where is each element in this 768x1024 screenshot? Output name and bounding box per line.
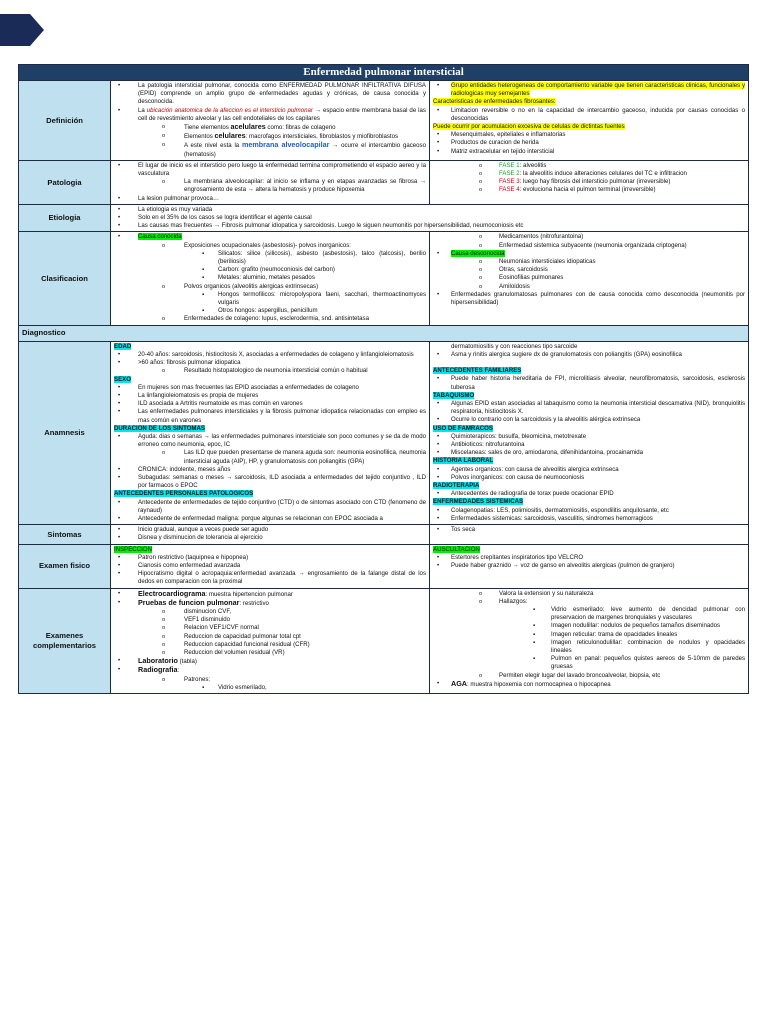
list-item: ▪ Metales: aluminio, metales pesados bbox=[114, 274, 426, 282]
patologia-left bbox=[111, 160, 430, 204]
summary-table bbox=[18, 64, 749, 694]
list-item: o Relacion VEF1/CVF normal bbox=[114, 624, 426, 632]
list-item: ▪ Pulmon en panal: pequeños quistes aereos de 5-10mm de paredes gruesas bbox=[433, 655, 745, 671]
list-item: o Neumonias intersticiales idiopaticas bbox=[433, 258, 745, 266]
list-item: • Productos de curacion de herida bbox=[433, 139, 745, 147]
list-item: o Reduccion del volumen residual (VR) bbox=[114, 649, 426, 657]
list-item: • ILD asociada a Artritis reumatoide es mas común en varones bbox=[114, 400, 426, 408]
list-item: • Electrocardiograma: muestra hipertencion pulmonar bbox=[114, 590, 426, 599]
list-item: • Polvos inorganicos: con causa de neumoconiosis bbox=[433, 474, 745, 482]
list-item: • La linfangioleiomatosis es propia de mujeres bbox=[114, 392, 426, 400]
section-heading: HISTORIA LABORAL bbox=[433, 457, 494, 465]
list-item: ▪ Carbon: grafito (neumoconiosis del carbon) bbox=[114, 266, 426, 274]
corner-tab-shape bbox=[0, 14, 44, 46]
spacer bbox=[433, 359, 745, 367]
list-item: o Reduccion de capacidad pulmonar total cpt bbox=[114, 633, 426, 641]
list-item: • La patologia intersticial pulmonar, conocida como ENFERMEDAD PULMONAR INFILTRATIVA DIFUSA (EPID) comprende un amplio grupo de enfermedades agudas y crónicas, de causa conocida y desconocida. bbox=[114, 82, 426, 107]
list-item: ▪ Vidrio esmerilado: leve aumento de dencidad pulmonar con preservacion de margenes bronquiales y vasculares bbox=[433, 606, 745, 622]
list-item: • Algunas EPID estan asociadas al tabaquismo como la neumonia intersticial descamativa (NID), bronquiolitis respiratoria, histiocitosis X. bbox=[433, 400, 745, 416]
list-item: • El lugar de inicio es el intersticio pero luego la enfermedad termina comprometiendo el espacio aereo y la vasculatura bbox=[114, 162, 426, 178]
list-item: • Aguda: dias o semanas → las enfermedades pulmonares intersticiale son poco comunes y se da de modo erroneo como neumonia, epoc, IC bbox=[114, 433, 426, 449]
row-examenes-complementarios bbox=[19, 588, 749, 693]
list-item: • Ocurre lo contrario con la sarcoidosis y la alveolitis alérgica extrinseca bbox=[433, 416, 745, 424]
label-sintomas: Sintomas bbox=[19, 525, 111, 544]
list-item: o Enfermedad sistemica subyacente (neumonia organizada criptogena) bbox=[433, 242, 745, 250]
list-item: o Reduccion capacidad funcional residual (CFR) bbox=[114, 641, 426, 649]
patologia-right bbox=[430, 160, 749, 204]
list-item: • 20-40 años: sarcoidosis, histiocitosis X, asociadas a enfermedades de colageno y linfangioleiomatosis bbox=[114, 351, 426, 359]
row-diagnostico bbox=[19, 325, 749, 341]
list-item: o Elementos celulares: macrofagos intersticiales, fibroblastos y miofibroblastos bbox=[114, 132, 426, 141]
section-heading: SEXO bbox=[114, 375, 131, 383]
label-examen-fisico: Examen fisico bbox=[19, 544, 111, 588]
section-heading: USO DE FAMRACOS bbox=[433, 424, 493, 432]
list-item: • Grupo entidades heterogeneas de comportamiento variable que tienen caracteristicas clinicas, funcionales y radiologicas muy semejantes bbox=[433, 82, 745, 98]
list-item: • La ubicación anatomica de la afeccion es el intersticio pulmonar → espacio entre membrana basal de las cell de revestimiento alveolar y las cell endoteliales de los capilares bbox=[114, 107, 426, 123]
list-item: o VEF1 disminuido bbox=[114, 616, 426, 624]
examenes-left bbox=[111, 588, 430, 693]
list-item: • Enfermedades granulomatosas pulmonares con de causa conocida como desconocida (neumonitis por hipersensibilidad) bbox=[433, 291, 745, 307]
list-item: • Disnea y disminucion de tolerancia al ejercicio bbox=[114, 534, 426, 542]
section-heading: TABAQUISMO bbox=[433, 391, 475, 399]
section-heading: INSPECCION bbox=[114, 545, 152, 553]
list-item: o Amiloidosis bbox=[433, 283, 745, 291]
list-item: ▪ Otros hongos: aspergillus, penicillum bbox=[114, 307, 426, 315]
list-item: • Tos seca bbox=[433, 526, 745, 534]
list-item: ▪ Vidrio esmerilado, bbox=[114, 684, 426, 692]
section-heading: RADIOTERAPIA bbox=[433, 481, 480, 489]
list-item: • Antecedentes de radiografia de torax puede ocacionar EPID bbox=[433, 490, 745, 498]
list-item: o Medicamentos (nitrofurantoina) bbox=[433, 233, 745, 241]
list-item: o Enfermedades de colageno: lupus, esclerodermia, snd. antisintetasa bbox=[114, 315, 426, 323]
highlight-heading: Puede ocurrir por acumulacion excesiva de celulas de dictintas fuentes bbox=[433, 123, 625, 131]
list-item: o disminucion CVF, bbox=[114, 608, 426, 616]
label-etiologia: Etiologia bbox=[19, 204, 111, 232]
label-definicion: Definición bbox=[19, 81, 111, 161]
section-heading: ANTECEDENTES FAMILIARES bbox=[433, 367, 522, 375]
list-item: • Enfermedades sistemicas: sarcoidosis, vasculitis, sindromes hemorragicos bbox=[433, 515, 745, 523]
list-item: • >60 años: fibrosis pulmonar idiopatica bbox=[114, 359, 426, 367]
list-item: o FASE 4: evoluciona hacia el pulmon terminal (irreversible) bbox=[433, 186, 745, 194]
list-item: o Exposiciones ocupacionales (asbestosis)- polvos inorganicos: bbox=[114, 242, 426, 250]
label-anamnesis: Anamnesis bbox=[19, 341, 111, 524]
list-item: • Hipocratismo digital o acropaquia:enfermedad avanzada → engrosamiento de la falange distal de los dedos en comparacion con la proximal bbox=[114, 570, 426, 586]
list-item: • Antecedente de enfermedad maligna: porque algunas se relacionan con EPOC asociada a bbox=[114, 515, 426, 523]
list-item: ▪ Imagen nodulillar: nodulos de pequeños tamaños diseminados bbox=[433, 622, 745, 630]
list-item: o Otras, sarcoidosis bbox=[433, 266, 745, 274]
list-item: o FASE 2: la alveolitis induce alteraciones celulares del TC e infiltracion bbox=[433, 170, 745, 178]
list-item: • Causa desconocida bbox=[433, 250, 745, 258]
section-heading: DURACION DE LOS SINTOMAS bbox=[114, 424, 205, 432]
row-examen-fisico bbox=[19, 544, 749, 588]
examen-right bbox=[430, 544, 749, 588]
list-item: • Asma y rinitis alergica sugiere dx de granulomatosis con poliangitis (GPA) eosinofilica bbox=[433, 351, 745, 359]
clasificacion-left bbox=[111, 232, 430, 325]
row-definicion bbox=[19, 81, 749, 161]
list-item: • Mesenquimales, epiteliales e inflamatorias bbox=[433, 131, 745, 139]
anamnesis-right bbox=[430, 341, 749, 524]
list-item: • Las enfermedades pulmonares intersticiales y la fibrosis pulmonar idiopatica relacionadas con empleo es mas común en varones bbox=[114, 408, 426, 424]
list-item: • Puede haber historia hereditaria de FPI, microlitiasis alveolar, neurofibromatosis, sarcoidosis, esclerosis tuberosa bbox=[433, 375, 745, 391]
list-item: o Hallazgos: bbox=[433, 598, 745, 606]
list-item: • Radiografia: bbox=[114, 666, 426, 675]
definicion-left bbox=[111, 81, 430, 161]
list-item: • Puede haber graznido → voz de ganso en alveolitis alergicas (pulmon de granjero) bbox=[433, 562, 745, 570]
list-item: ▪ Hongos termofilicos: micropolyspora faeni, sacchari, thermoactinomyces vulgaris bbox=[114, 291, 426, 307]
list-item: • Estertores crepitantes inspiratorios tipo VELCRO bbox=[433, 554, 745, 562]
examen-left bbox=[111, 544, 430, 588]
list-item: • AGA: muestra hipoxemia con normocapnea o hipocapnea bbox=[433, 680, 745, 689]
list-item: • Solo en el 35% de los casos se logra identificar el agente causal bbox=[114, 214, 745, 222]
row-patologia bbox=[19, 160, 749, 204]
list-item: • Cianosis como enfermedad avanzada bbox=[114, 562, 426, 570]
list-item: • Agentes organicos: con causa de alveolitis alergica extrinseca bbox=[433, 466, 745, 474]
section-heading: ENFERMEDADES SISTEMICAS bbox=[433, 498, 524, 506]
list-item: o Valora la extension y su naturaleza bbox=[433, 590, 745, 598]
list-item: • CRONICA: indolente, meses años bbox=[114, 466, 426, 474]
list-item: • Inicio gradual, aunque a veces puede ser agudo bbox=[114, 526, 426, 534]
list-item: ▪ Imagen reticular: trama de opacidades lineales bbox=[433, 631, 745, 639]
label-clasificacion: Clasificacion bbox=[19, 232, 111, 325]
list-item: • Colagenopatias: LES, polimiositis, dermatomiositis, espondilitis anquilosante, etc bbox=[433, 507, 745, 515]
list-item: o Resultado histopatologico de neumonia intersticial común o habitual bbox=[114, 367, 426, 375]
list-item: o FASE 1: alveolitis bbox=[433, 162, 745, 170]
list-item: o A este nivel esta la membrana alveolocapilar → ocurre el intercambio gaceoso (hematosis) bbox=[114, 141, 426, 158]
list-item: • Antecedente de enfermedades de tejido conjuntivo (CTD) o de sintomas asociado con CTD (fenomeno de raynaud) bbox=[114, 499, 426, 515]
list-item: • La lesion pulmonar provoca… bbox=[114, 195, 426, 203]
sintomas-right bbox=[430, 525, 749, 544]
list-item: o FASE 3: luego hay fibrosis del intersticio pulmonar (irreversible) bbox=[433, 178, 745, 186]
list-item: • Patron restrictivo (taquipnea e hipopnea) bbox=[114, 554, 426, 562]
list-item: • Matriz extracelular en tejido intersticial bbox=[433, 148, 745, 156]
label-patologia: Patologia bbox=[19, 160, 111, 204]
list-item: • La etiologia es muy variada bbox=[114, 206, 745, 214]
list-item: • Pruebas de funcion pulmonar: restrictivo bbox=[114, 599, 426, 608]
list-item: o Eosinofilias pulmonares bbox=[433, 274, 745, 282]
table-title: Enfermedad pulmonar intersticial bbox=[19, 65, 749, 81]
list-item: ▪ Silicatos: silice (silicosis), asbesto (asbestosis), talco (talcosis), berilio (beriliosis) bbox=[114, 250, 426, 266]
row-sintomas bbox=[19, 525, 749, 544]
list-item: • Subagudas: semanas o meses → sarcoidosis, ILD asociada a enfermedades del tejido conjuntivo , ILD por farmacos o EPOC bbox=[114, 474, 426, 490]
row-anamnesis bbox=[19, 341, 749, 524]
list-item: dermatomiositis y con reacciones tipo sarcoide bbox=[451, 342, 578, 350]
list-item: • Quimioterapicos: busulfa, bleomicina, metotrexate bbox=[433, 433, 745, 441]
highlight-heading: Caracteristicas de enfermedades fibrosantes: bbox=[433, 98, 556, 106]
list-item: • Miscelaneas: sales de oro, amiodarona, difenihidantoina, procainamida bbox=[433, 449, 745, 457]
list-item: o Polvos organicos (alveolitis alergicas extrinsecas) bbox=[114, 283, 426, 291]
list-item: • En mujeres son mas frecuentes las EPID asociadas a enfermedades de colageno bbox=[114, 384, 426, 392]
section-diagnostico: Diagnostico bbox=[19, 325, 749, 341]
list-item: • Antibioticos: nitrofurantoina bbox=[433, 441, 745, 449]
list-item: o Permiten elegir lugar del lavado broncoalveolar, biopsia, etc bbox=[433, 672, 745, 680]
etiologia-content bbox=[111, 204, 749, 232]
clasificacion-right bbox=[430, 232, 749, 325]
section-heading: ANTECEDENTES PERSONALES PATOLOGICOS bbox=[114, 490, 254, 498]
definicion-right bbox=[430, 81, 749, 161]
list-item: o Tiene elementos acelulares como: fibras de colageno bbox=[114, 123, 426, 132]
sintomas-left bbox=[111, 525, 430, 544]
section-heading: AUSCULTACION bbox=[433, 545, 480, 553]
list-item: o La membrana alveolocapilar: al inicio se inflama y en etapas avanzadas se fibrosa → engrosamiento de esta → altera la hematosis y produce hipoxemia bbox=[114, 178, 426, 194]
row-clasificacion bbox=[19, 232, 749, 325]
list-item: • Laboratorio (tabla) bbox=[114, 657, 426, 666]
anamnesis-left bbox=[111, 341, 430, 524]
list-item: ▪ Imagen reticulonodulillar: combinacion de nodulos y opacidades lineales bbox=[433, 639, 745, 655]
list-item: o Las ILD que pueden presentarse de manera aguda son: neumonia eosinofilica, neumonia intersticial aguda (AIP), HP, y granulomatosis con poliangitis (GPA) bbox=[114, 449, 426, 465]
label-examenes: Examenes complementarios bbox=[19, 588, 111, 693]
examenes-right bbox=[430, 588, 749, 693]
list-item: • Limitacion reversible o no en la capacidad de intercambio gaceoso, inducida por causas conocidas o desconocidas bbox=[433, 107, 745, 123]
list-item: o Patrones: bbox=[114, 676, 426, 684]
section-heading: EDAD bbox=[114, 342, 132, 350]
list-item: • Las causas mas frecuentes → Fibrosis pulmonar idiopatica y sarcoidosis. Luego le siguen neumonitis por hipersensibilidad, neumoconiosis etc bbox=[114, 222, 745, 230]
list-item: • Causa conocida bbox=[114, 233, 426, 241]
row-etiologia bbox=[19, 204, 749, 232]
